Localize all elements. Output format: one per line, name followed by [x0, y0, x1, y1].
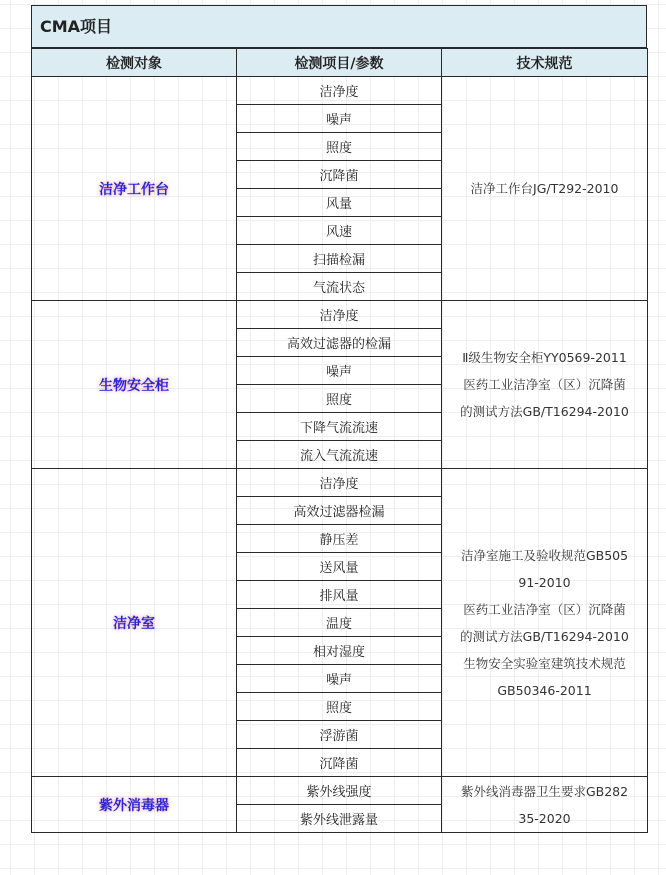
parameter-cell: 高效过滤器的检漏: [237, 329, 442, 357]
parameter-cell: 洁净度: [237, 469, 442, 497]
parameter-cell: 送风量: [237, 553, 442, 581]
parameter-cell: 高效过滤器检漏: [237, 497, 442, 525]
table-row: [32, 301, 648, 329]
parameter-cell: 紫外线泄露量: [237, 805, 442, 833]
header-object: 检测对象: [32, 49, 237, 77]
cma-table: [31, 48, 648, 833]
parameter-cell: 沉降菌: [237, 749, 442, 777]
parameter-cell: 照度: [237, 385, 442, 413]
standard-line: 生物安全实验室建筑技术规范: [463, 655, 626, 671]
object-cell: 洁净工作台: [32, 77, 237, 301]
parameter-cell: 照度: [237, 693, 442, 721]
object-cell: 紫外消毒器: [32, 777, 237, 833]
table-row: [32, 469, 648, 497]
header-row: [32, 49, 648, 77]
parameter-cell: 流入气流流速: [237, 441, 442, 469]
parameter-cell: 相对湿度: [237, 637, 442, 665]
parameter-cell: 沉降菌: [237, 161, 442, 189]
parameter-cell: 浮游菌: [237, 721, 442, 749]
standard-line: Ⅱ级生物安全柜YY0569-2011: [462, 350, 627, 365]
parameter-cell: 噪声: [237, 665, 442, 693]
cma-table-sheet: [31, 5, 647, 831]
parameter-cell: 排风量: [237, 581, 442, 609]
standard-line: GB50346-2011: [497, 682, 592, 698]
parameter-cell: 紫外线强度: [237, 777, 442, 805]
table-body: [32, 77, 648, 833]
standard-cell: [442, 301, 648, 469]
parameter-cell: 静压差: [237, 525, 442, 553]
parameter-cell: 照度: [237, 133, 442, 161]
standard-line: 的测试方法GB/T16294-2010: [460, 628, 629, 644]
standard-line: 紫外线消毒器卫生要求GB282: [460, 783, 629, 799]
standard-line: 洁净工作台JG/T292-2010: [470, 181, 619, 196]
parameter-cell: 风量: [237, 189, 442, 217]
standard-cell: [442, 469, 648, 777]
parameter-cell: 洁净度: [237, 77, 442, 105]
header-parameter: 检测项目/参数: [237, 49, 442, 77]
object-cell: 洁净室: [32, 469, 237, 777]
standard-line: 91-2010: [518, 574, 571, 590]
standard-line: 的测试方法GB/T16294-2010: [460, 404, 629, 419]
standard-cell: [442, 77, 648, 301]
header-standard: 技术规范: [442, 49, 648, 77]
parameter-cell: 气流状态: [237, 273, 442, 301]
standard-line: 洁净室施工及验收规范GB505: [460, 547, 629, 563]
standard-line: 35-2020: [518, 810, 571, 826]
table-row: [32, 777, 648, 805]
standard-line: 医药工业洁净室（区）沉降菌: [463, 377, 626, 392]
standard-line: 医药工业洁净室（区）沉降菌: [463, 601, 626, 617]
parameter-cell: 噪声: [237, 357, 442, 385]
parameter-cell: 下降气流流速: [237, 413, 442, 441]
object-cell: 生物安全柜: [32, 301, 237, 469]
parameter-cell: 风速: [237, 217, 442, 245]
standard-cell: [442, 777, 648, 833]
parameter-cell: 噪声: [237, 105, 442, 133]
parameter-cell: 温度: [237, 609, 442, 637]
table-title: CMA项目: [31, 5, 647, 48]
parameter-cell: 洁净度: [237, 301, 442, 329]
table-row: [32, 77, 648, 105]
parameter-cell: 扫描检漏: [237, 245, 442, 273]
